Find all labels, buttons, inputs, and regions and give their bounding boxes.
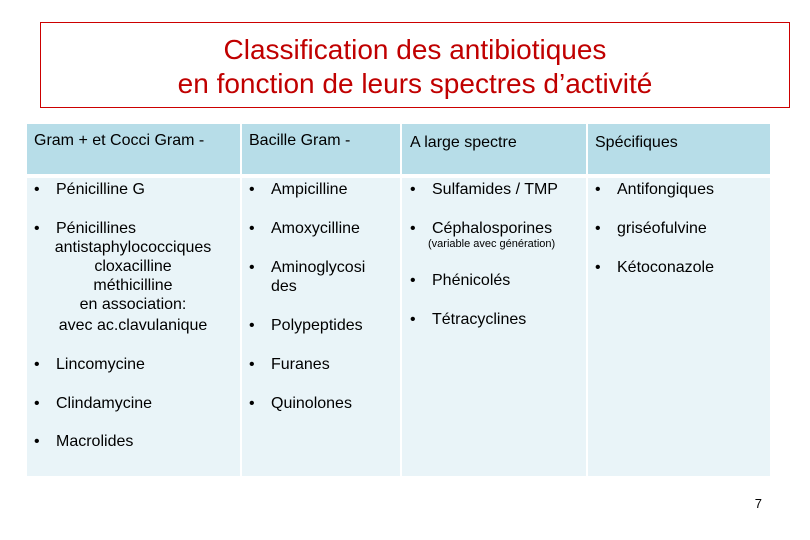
list-item-detail: antistaphylococciques — [54, 239, 212, 256]
list-item-detail: cloxacilline — [94, 258, 172, 275]
list-item-continuation: des — [271, 278, 297, 295]
list-item: • Antifongiques — [595, 181, 714, 198]
list-item: • Pénicillines — [34, 220, 137, 237]
title-line-2: en fonction de leurs spectres d’activité — [177, 68, 653, 99]
list-item-detail: avec ac.clavulanique — [58, 317, 208, 334]
list-item: • Céphalosporines — [410, 220, 553, 237]
title-box — [40, 22, 790, 108]
list-item: • Polypeptides — [249, 317, 363, 334]
title-line-1: Classification des antibiotiques — [223, 34, 607, 65]
header-gram-positive: Gram + et Cocci Gram - — [34, 132, 205, 149]
header-large-spectre: A large spectre — [410, 134, 517, 151]
header-divider — [27, 174, 770, 178]
page-number: 7 — [754, 496, 762, 511]
list-item: • Amoxycilline — [249, 220, 360, 237]
list-item: • Tétracyclines — [410, 311, 527, 328]
list-item: • Lincomycine — [34, 356, 145, 373]
list-item: • Clindamycine — [34, 395, 153, 412]
list-item: • Phénicolés — [410, 272, 511, 289]
classification-table — [27, 124, 770, 476]
column-divider-3 — [586, 124, 588, 476]
list-item-note: (variable avec génération) — [428, 238, 556, 250]
list-item-detail: méthicilline — [93, 277, 173, 294]
header-specifiques: Spécifiques — [595, 134, 678, 151]
list-item: • Quinolones — [249, 395, 352, 412]
list-item: • griséofulvine — [595, 220, 707, 237]
list-item: • Furanes — [249, 356, 330, 373]
column-divider-1 — [240, 124, 242, 476]
header-bacille-gram-negative: Bacille Gram - — [249, 132, 351, 149]
list-item: • Kétoconazole — [595, 259, 714, 276]
list-item: • Macrolides — [34, 433, 134, 450]
list-item: • Sulfamides / TMP — [410, 181, 558, 198]
list-item: • Aminoglycosi — [249, 259, 366, 276]
column-divider-2 — [400, 124, 402, 476]
list-item-detail: en association: — [79, 296, 187, 313]
list-item: • Pénicilline G — [34, 181, 145, 198]
list-item: • Ampicilline — [249, 181, 348, 198]
